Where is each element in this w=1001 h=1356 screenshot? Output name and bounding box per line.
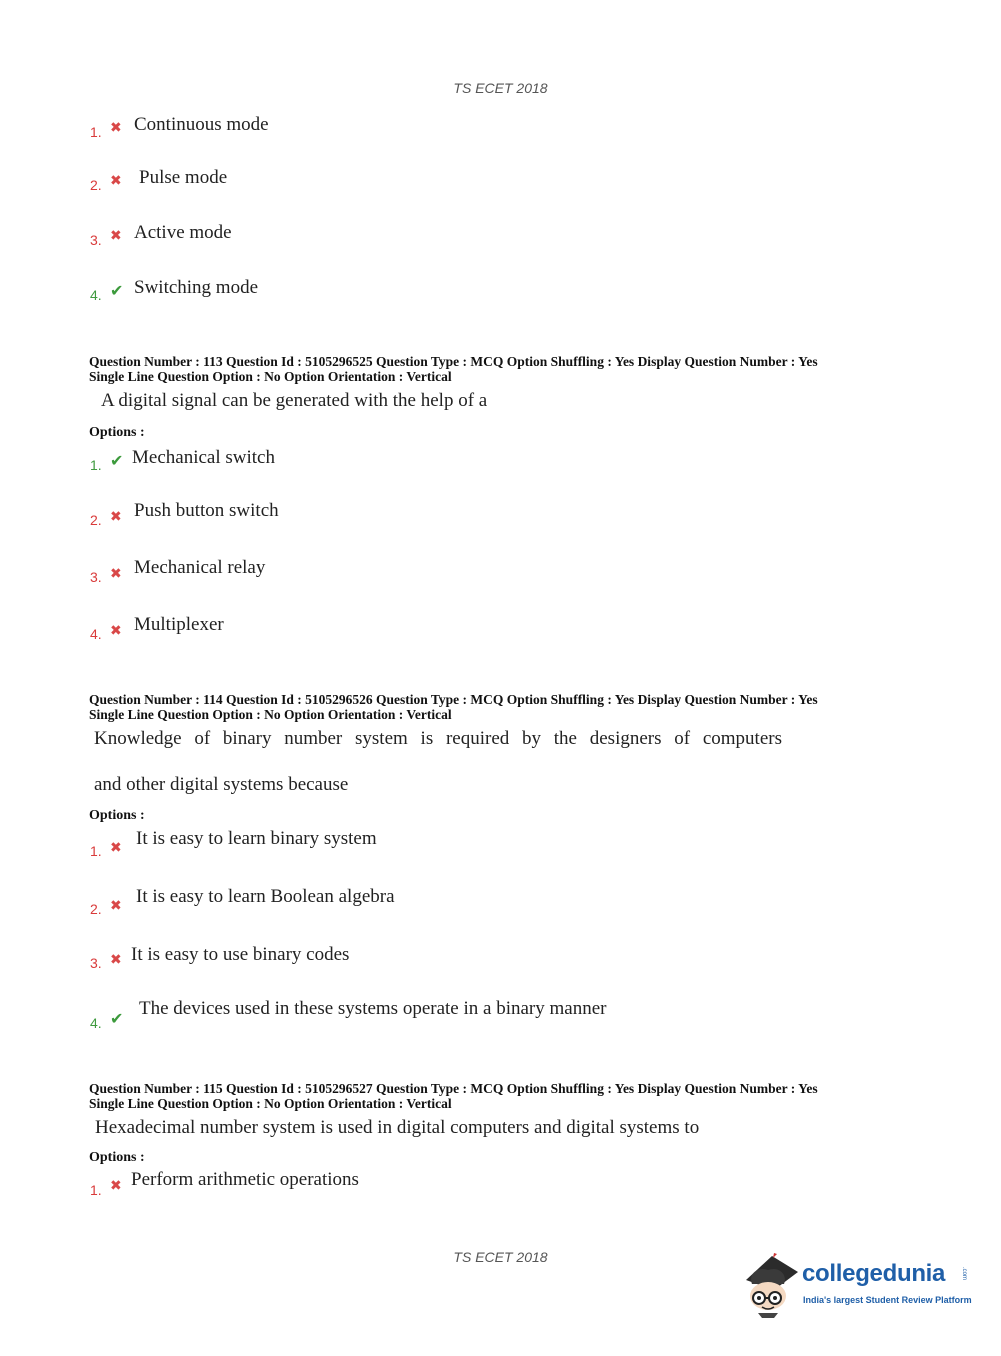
option-text: The devices used in these systems operate in a binary manner (139, 998, 607, 1019)
option-q114-1 (90, 828, 490, 858)
option-number: 2. (90, 177, 102, 193)
option-number: 3. (90, 955, 102, 971)
cross-icon: ✖ (110, 120, 122, 136)
option-q114-3 (90, 944, 490, 974)
options-label: Options : (89, 1150, 145, 1165)
cross-icon: ✖ (110, 952, 122, 968)
cross-icon: ✖ (110, 173, 122, 189)
option-text: Active mode (134, 222, 232, 243)
option-text: Mechanical switch (132, 447, 275, 468)
option-q113-3 (90, 557, 390, 587)
option-text: It is easy to use binary codes (131, 944, 350, 965)
option-q112-4 (90, 277, 390, 307)
option-number: 1. (90, 457, 102, 473)
cross-icon: ✖ (110, 509, 122, 525)
cross-icon: ✖ (110, 623, 122, 639)
question-meta: Question Number : 113 Question Id : 5105296525 Question Type : MCQ Option Shuffling : Yes Display Question Number : Yes (89, 354, 818, 369)
question-meta: Question Number : 115 Question Id : 5105296527 Question Type : MCQ Option Shuffling : Yes Display Question Number : Yes (89, 1081, 818, 1096)
option-number: 1. (90, 1182, 102, 1198)
question-meta: Single Line Question Option : No Option Orientation : Vertical (89, 369, 452, 384)
option-number: 2. (90, 512, 102, 528)
option-q112-3 (90, 222, 390, 252)
option-text: Pulse mode (139, 167, 228, 188)
cross-icon: ✖ (110, 898, 122, 914)
option-number: 4. (90, 287, 102, 303)
option-q115-1 (90, 1169, 490, 1199)
brand-tagline: India's largest Student Review Platform (803, 1295, 972, 1305)
option-q114-4 (90, 998, 690, 1031)
question-text: Knowledge of binary number system is required by the designers of computers (94, 728, 782, 749)
option-q114-2 (90, 886, 490, 916)
option-number: 3. (90, 232, 102, 248)
option-q113-4 (90, 614, 390, 644)
collegedunia-logo (740, 1250, 970, 1320)
question-text-continued: and other digital systems because (94, 774, 349, 795)
cross-icon: ✖ (110, 1178, 122, 1194)
page-header: TS ECET 2018 (453, 80, 548, 96)
option-text: It is easy to learn binary system (136, 828, 377, 849)
options-label: Options : (89, 808, 145, 823)
option-text: Multiplexer (134, 614, 224, 635)
question-meta: Single Line Question Option : No Option Orientation : Vertical (89, 1096, 452, 1111)
option-number: 1. (90, 124, 102, 140)
option-number: 4. (90, 626, 102, 642)
brand-name: collegedunia (802, 1260, 946, 1287)
option-number: 3. (90, 569, 102, 585)
option-text: Push button switch (134, 500, 279, 521)
question-meta: Question Number : 114 Question Id : 5105296526 Question Type : MCQ Option Shuffling : Yes Display Question Number : Yes (89, 692, 818, 707)
question-text: Hexadecimal number system is used in digital computers and digital systems to (95, 1117, 700, 1138)
option-text: Perform arithmetic operations (131, 1169, 359, 1190)
option-text: Mechanical relay (134, 557, 266, 578)
check-icon: ✔ (110, 281, 124, 300)
option-text: Continuous mode (134, 114, 269, 135)
option-number: 2. (90, 901, 102, 917)
mascot-icon (740, 1250, 802, 1320)
check-icon: ✔ (110, 1009, 124, 1028)
page-footer: TS ECET 2018 (453, 1249, 548, 1265)
cross-icon: ✖ (110, 566, 122, 582)
option-q113-1 (90, 447, 390, 477)
brand-suffix: .com (961, 1267, 967, 1281)
cross-icon: ✖ (110, 228, 122, 244)
question-meta: Single Line Question Option : No Option Orientation : Vertical (89, 707, 452, 722)
question-text: A digital signal can be generated with the help of a (101, 390, 488, 411)
option-q113-2 (90, 500, 390, 530)
check-icon: ✔ (110, 451, 124, 470)
option-text: It is easy to learn Boolean algebra (136, 886, 395, 907)
option-number: 1. (90, 843, 102, 859)
option-q112-1 (90, 114, 390, 144)
option-text: Switching mode (134, 277, 259, 298)
options-label: Options : (89, 425, 145, 440)
option-q112-2 (90, 167, 390, 197)
cross-icon: ✖ (110, 840, 122, 856)
option-number: 4. (90, 1015, 102, 1031)
